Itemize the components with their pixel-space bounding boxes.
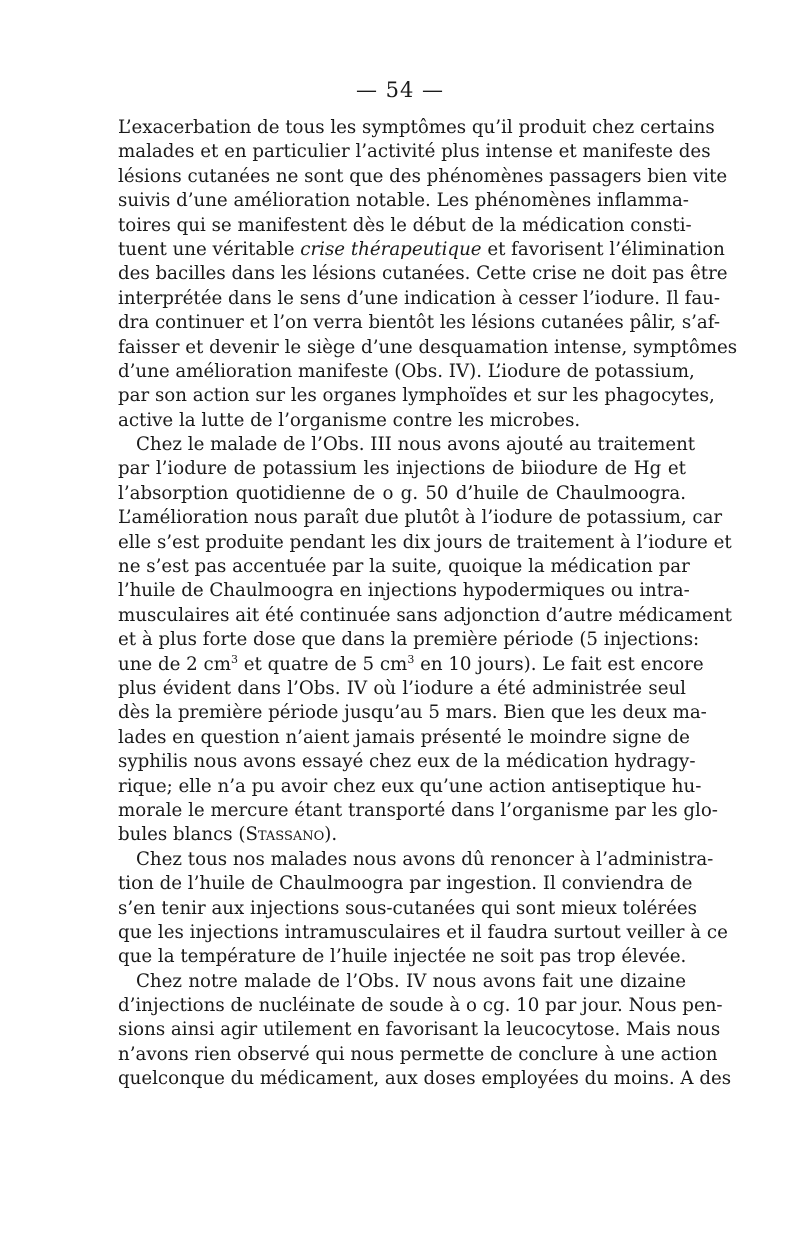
text-line: morale le mercure étant transporté dans l’organisme par les glo- xyxy=(118,799,718,821)
text-line xyxy=(118,238,725,262)
text-line: toires qui se manifestent dès le début de la médication consti- xyxy=(118,214,692,236)
paragraph xyxy=(118,970,732,1092)
text-line: des bacilles dans les lésions cutanées. Cette crise ne doit pas être xyxy=(118,263,728,285)
text-line: que les injections intramusculaires et il faudra surtout veiller à ce xyxy=(118,921,728,943)
text-line: dès la première période jusqu’au 5 mars. Bien que les deux ma- xyxy=(118,702,707,724)
text-line: et à plus forte dose que dans la première période (5 injections: xyxy=(118,629,700,651)
text-line: lades en question n’aient jamais présenté le moindre signe de xyxy=(118,726,690,748)
text-line: d’injections de nucléinate de soude à o cg. 10 par jour. Nous pen- xyxy=(118,995,723,1017)
text-line: n’avons rien observé qui nous permette de conclure à une action xyxy=(118,1043,718,1065)
text-run-after: ). xyxy=(324,824,338,846)
text-line: malades et en particulier l’activité plus intense et manifeste des xyxy=(118,141,711,163)
text-line: quelconque du médicament, aux doses employées du moins. A des xyxy=(118,1068,732,1090)
text-line: elle s’est produite pendant les dix jours de traitement à l’iodure et xyxy=(118,531,732,553)
text-line: que la température de l’huile injectée ne soit pas trop élevée. xyxy=(118,946,687,968)
text-line: syphilis nous avons essayé chez eux de la médication hydragy- xyxy=(118,751,696,773)
text-line: Chez tous nos malades nous avons dû renoncer à l’administra- xyxy=(136,848,714,870)
text-run-italic: crise thérapeutique xyxy=(300,238,482,260)
text-line: Chez notre malade de l’Obs. IV nous avons fait une dizaine xyxy=(136,970,686,992)
text-line: suivis d’une amélioration notable. Les phénomènes inflamma- xyxy=(118,190,689,212)
text-line: interprétée dans le sens d’une indication à cesser l’iodure. Il fau- xyxy=(118,287,721,309)
paragraph xyxy=(118,116,738,433)
text-line: tion de l’huile de Chaulmoogra par ingestion. Il conviendra de xyxy=(118,873,693,895)
text-run-mid: et quatre de 5 cm xyxy=(237,653,408,675)
text-line: sions ainsi agir utilement en favorisant la leucocytose. Mais nous xyxy=(118,1019,721,1041)
text-run-before: bules blancs ( xyxy=(118,824,246,846)
text-run-sup1: 3 xyxy=(230,652,238,666)
text-line: L’amélioration nous paraît due plutôt à l’iodure de potassium, car xyxy=(118,507,723,529)
text-run-after: en 10 jours). Le fait est encore xyxy=(414,653,704,675)
text-line xyxy=(118,823,686,847)
text-line: par l’iodure de potassium les injections de biiodure de Hg et xyxy=(118,458,686,480)
text-run-before: une de 2 cm xyxy=(118,653,231,675)
page-number: — 54 — xyxy=(355,78,445,102)
text-line: par son action sur les organes lymphoïdes et sur les phagocytes, xyxy=(118,385,715,407)
text-line: s’en tenir aux injections sous-cutanées qui sont mieux tolérées xyxy=(118,897,697,919)
text-run-smallcaps: Stassano xyxy=(245,824,325,846)
text-run-before: tuent une véritable xyxy=(118,238,301,260)
text-line: rique; elle n’a pu avoir chez eux qu’une action antiseptique hu- xyxy=(118,775,702,797)
text-run-after: et favorisent l’élimination xyxy=(481,238,725,260)
text-line: lésions cutanées ne sont que des phénomènes passagers bien vite xyxy=(118,165,728,187)
text-line: active la lutte de l’organisme contre les microbes. xyxy=(118,409,581,431)
text-line: d’une amélioration manifeste (Obs. IV). L’iodure de potassium, xyxy=(118,360,695,382)
text-line: plus évident dans l’Obs. IV où l’iodure a été administrée seul xyxy=(118,677,686,699)
text-line: Chez le malade de l’Obs. III nous avons ajouté au traitement xyxy=(136,434,696,456)
text-line: faisser et devenir le siège d’une desquamation intense, symptômes xyxy=(118,336,738,358)
text-line: l’huile de Chaulmoogra en injections hypodermiques ou intra- xyxy=(118,580,690,602)
text-line: ne s’est pas accentuée par la suite, quoique la médication par xyxy=(118,556,690,578)
paragraph xyxy=(118,433,732,848)
text-run-sup2: 3 xyxy=(407,652,415,666)
text-line: l’absorption quotidienne de o g. 50 d’huile de Chaulmoogra. xyxy=(118,482,686,504)
text-line: L’exacerbation de tous les symptômes qu’il produit chez certains xyxy=(118,117,715,138)
text-line: dra continuer et l’on verra bientôt les lésions cutanées pâlir, s’af- xyxy=(118,312,721,334)
body-text xyxy=(118,116,738,1092)
paragraph xyxy=(118,848,728,970)
text-line xyxy=(118,652,704,677)
text-line: musculaires ait été continuée sans adjonction d’autre médicament xyxy=(118,604,732,626)
